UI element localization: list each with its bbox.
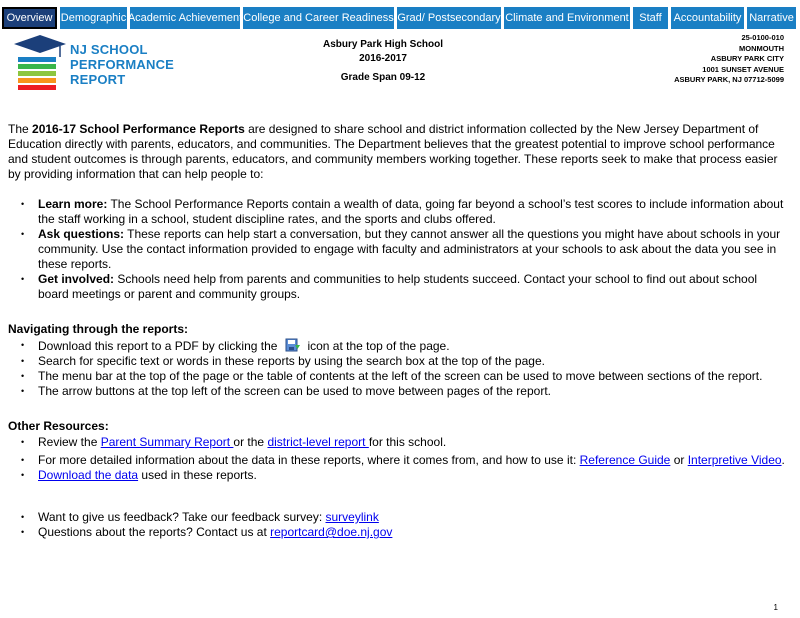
download-data-link[interactable]: Download the data <box>38 468 139 482</box>
list-item: • Ask questions: These reports can help start a conversation, but they cannot answer all the questions you might have about schools in your community. Use the contact information provided to engage with faculty and administrators at your schools to ask about the data you see in these reports. <box>8 227 788 272</box>
tab-staff[interactable]: Staff <box>633 7 668 29</box>
tab-college-career-readiness[interactable]: College and Career Readiness <box>243 7 394 29</box>
school-name: Asbury Park High School <box>322 39 444 50</box>
school-info <box>280 38 486 66</box>
survey-link[interactable]: surveylink <box>325 510 379 524</box>
list-item: • The menu bar at the top of the page or the table of contents at the left of the screen can be used to move between sections of the report. <box>8 369 788 384</box>
school-year: 2016-2017 <box>359 53 407 64</box>
overview-content <box>8 122 788 540</box>
district-level-report-link[interactable]: district-level report <box>267 435 369 449</box>
purpose-list <box>8 197 788 302</box>
list-item: • Want to give us feedback? Take our feedback survey: surveylink <box>8 510 788 525</box>
list-item: • Search for specific text or words in these reports by using the search box at the top of the page. <box>8 354 788 369</box>
interpretive-video-link[interactable]: Interpretive Video <box>687 453 782 467</box>
intro-paragraph: The 2016-17 School Performance Reports are designed to share school and district information collected by the New Jersey Department of Education directly with parents, educators, and communities. The Department believes that the greatest potential to improve school performance and student outcomes is through parents, educators, and community members working together. These reports seek to make that process easier by providing information that can help people to: <box>8 122 778 181</box>
navigating-title: Navigating through the reports: <box>8 322 188 336</box>
tab-overview[interactable]: Overview <box>2 7 57 29</box>
list-item: • Download the data used in these reports. <box>8 468 788 483</box>
logo-wordmark: NJ SCHOOL PERFORMANCE REPORT <box>70 42 175 87</box>
graduation-cap-icon <box>12 33 68 93</box>
navigating-list <box>8 338 788 399</box>
resources-list <box>8 435 788 483</box>
list-item: • Review the Parent Summary Report or the district-level report for this school. <box>8 435 788 450</box>
tab-academic-achievement[interactable]: Academic Achievement <box>130 7 240 29</box>
list-item: • The arrow buttons at the top left of the screen can be used to move between pages of the report. <box>8 384 788 399</box>
other-resources-title: Other Resources: <box>8 419 109 433</box>
tab-accountability[interactable]: Accountability <box>671 7 744 29</box>
page-number: 1 <box>773 603 778 612</box>
nj-school-performance-logo <box>12 33 182 93</box>
grade-span: Grade Span 09-12 <box>340 72 426 83</box>
list-item: • Learn more: The School Performance Reports contain a wealth of data, going far beyond a school’s test scores to include information about the staff working in a school, student discipline rates, and the sports and clubs offered. <box>8 197 788 227</box>
school-code: 25-0100-010 <box>741 33 784 42</box>
list-item: • Questions about the reports? Contact us at reportcard@doe.nj.gov <box>8 525 788 540</box>
street: 1001 SUNSET AVENUE <box>702 64 784 74</box>
contact-email-link[interactable]: reportcard@doe.nj.gov <box>270 525 393 539</box>
tab-demographic[interactable]: Demographic <box>60 7 127 29</box>
city-state-zip: ASBURY PARK, NJ 07712-5099 <box>674 75 784 84</box>
list-item: • Get involved: Schools need help from parents and communities to help students succeed. Contact your school to find out about school board meetings or parent and community groups. <box>8 272 788 302</box>
district: ASBURY PARK CITY <box>710 54 784 63</box>
county: MONMOUTH <box>739 43 784 53</box>
list-item: • For more detailed information about the data in these reports, where it comes from, and how to use it: Reference Guide or Interpretive Video. <box>8 453 788 468</box>
school-address <box>674 33 784 86</box>
pdf-download-icon[interactable] <box>285 338 301 352</box>
feedback-list <box>8 510 788 540</box>
list-item: • Download this report to a PDF by clicking the icon at the top of the page. <box>8 338 788 354</box>
tab-climate-environment[interactable]: Climate and Environment <box>504 7 630 29</box>
reference-guide-link[interactable]: Reference Guide <box>579 453 671 467</box>
parent-summary-report-link[interactable]: Parent Summary Report <box>100 435 234 449</box>
tab-grad-postsecondary[interactable]: Grad/ Postsecondary <box>397 7 501 29</box>
tab-bar <box>0 7 800 29</box>
tab-narrative[interactable]: Narrative <box>747 7 796 29</box>
